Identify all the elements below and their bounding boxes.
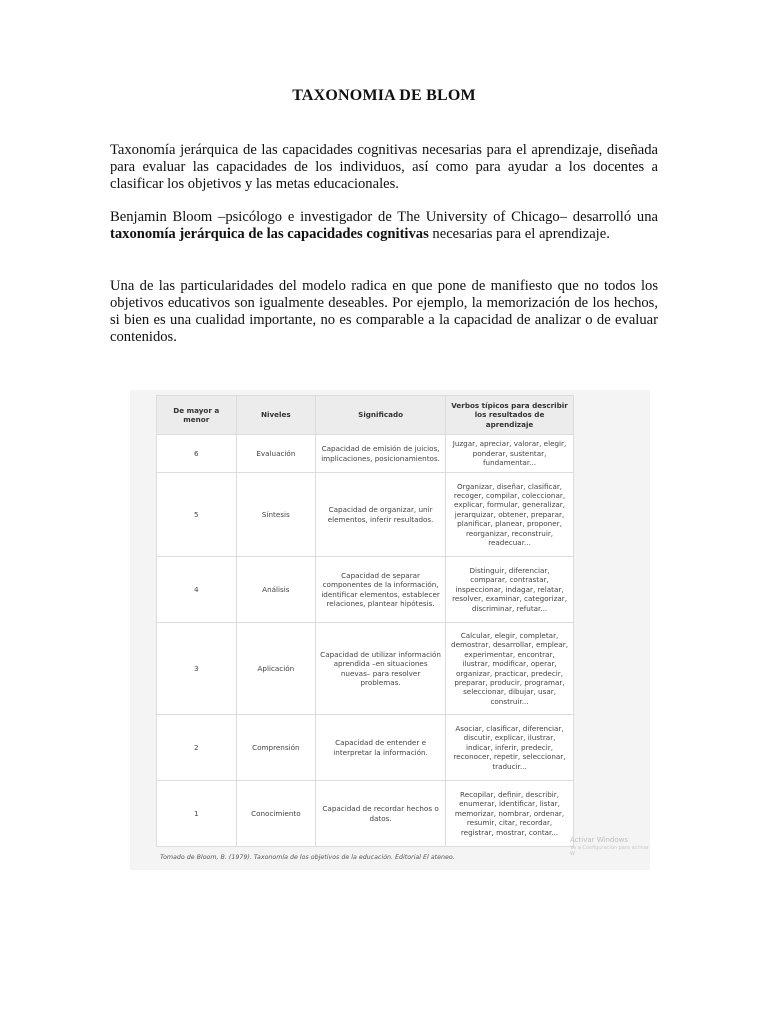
cell-verbs: Recopilar, definir, describir, enumerar, identificar, listar, memorizar, nombrar, ordenar, resumir, citar, recordar, registrar, mostrar, contar... (446, 781, 574, 847)
header-rank: De mayor a menor (157, 396, 237, 435)
cell-level: Conocimiento (236, 781, 316, 847)
document-title: TAXONOMIA DE BLOM (292, 87, 476, 104)
header-verbs: Verbos típicos para describir los resultados de aprendizaje (446, 396, 574, 435)
cell-level: Evaluación (236, 435, 316, 473)
cell-meaning: Capacidad de recordar hechos o datos. (316, 781, 446, 847)
cell-level: Síntesis (236, 473, 316, 557)
cell-rank: 4 (157, 557, 237, 623)
cell-level: Comprensión (236, 715, 316, 781)
table-caption: Tomado de Bloom, B. (1979). Taxonomía de los objetivos de la educación. Editorial El ateneo. (160, 854, 455, 861)
cell-verbs: Asociar, clasificar, diferenciar, discutir, explicar, ilustrar, indicar, inferir, predecir, reconocer, repetir, seleccionar, traducir... (446, 715, 574, 781)
cell-verbs: Distinguir, diferenciar, comparar, contrastar, inspeccionar, indagar, relatar, resolver, examinar, categorizar, discriminar, refutar... (446, 557, 574, 623)
windows-activation-watermark: Activar Windows (570, 836, 628, 844)
cell-meaning: Capacidad de emisión de juicios, implicaciones, posicionamientos. (316, 435, 446, 473)
cell-rank: 1 (157, 781, 237, 847)
table-row (157, 715, 574, 781)
cell-verbs: Organizar, diseñar, clasificar, recoger, compilar, coleccionar, explicar, formular, generalizar, jerarquizar, obtener, preparar, planificar, planear, proponer, reorganizar, reconstruir, readecuar... (446, 473, 574, 557)
paragraph-bloom-bold: taxonomía jerárquica de las capacidades cognitivas (110, 226, 429, 242)
header-meaning: Significado (316, 396, 446, 435)
paragraph-bloom (110, 209, 658, 243)
taxonomy-table-image (130, 390, 650, 870)
cell-verbs: Juzgar, apreciar, valorar, elegir, ponderar, sustentar, fundamentar... (446, 435, 574, 473)
cell-meaning: Capacidad de entender e interpretar la información. (316, 715, 446, 781)
cell-level: Análisis (236, 557, 316, 623)
table-row (157, 557, 574, 623)
table-header-row (157, 396, 574, 435)
table-row (157, 473, 574, 557)
cell-rank: 6 (157, 435, 237, 473)
table-row (157, 781, 574, 847)
cell-rank: 3 (157, 623, 237, 715)
cell-rank: 2 (157, 715, 237, 781)
cell-meaning: Capacidad de separar componentes de la información, identificar elementos, establecer relaciones, plantear hipótesis. (316, 557, 446, 623)
table-row (157, 435, 574, 473)
cell-level: Aplicación (236, 623, 316, 715)
paragraph-bloom-end: necesarias para el aprendizaje. (428, 226, 610, 242)
windows-activation-watermark-subtext: Ve a Configuración para activar W (570, 845, 649, 857)
table-row (157, 623, 574, 715)
paragraph-particularities: Una de las particularidades del modelo radica en que pone de manifiesto que no todos los objetivos educativos son igualmente deseables. Por ejemplo, la memorización de los hechos, si bien es una cualidad importante, no es comparable a la capacidad de analizar o de evaluar contenidos. (110, 278, 658, 345)
cell-rank: 5 (157, 473, 237, 557)
paragraph-intro: Taxonomía jerárquica de las capacidades cognitivas necesarias para el aprendizaje, diseñada para evaluar las capacidades de los individuos, así como para ayudar a los docentes a clasificar los objetivos y las metas educacionales. (110, 142, 658, 192)
header-level: Niveles (236, 396, 316, 435)
cell-meaning: Capacidad de utilizar información aprendida –en situaciones nuevas– para resolver problemas. (316, 623, 446, 715)
taxonomy-table (156, 395, 574, 847)
cell-verbs: Calcular, elegir, completar, demostrar, desarrollar, emplear, experimentar, encontrar, ilustrar, modificar, operar, organizar, practicar, predecir, preparar, producir, programar, seleccionar, dibujar, usar, construir... (446, 623, 574, 715)
paragraph-bloom-start: Benjamin Bloom –psicólogo e investigador de The University of Chicago– desarrolló una (110, 209, 658, 225)
cell-meaning: Capacidad de organizar, unir elementos, inferir resultados. (316, 473, 446, 557)
